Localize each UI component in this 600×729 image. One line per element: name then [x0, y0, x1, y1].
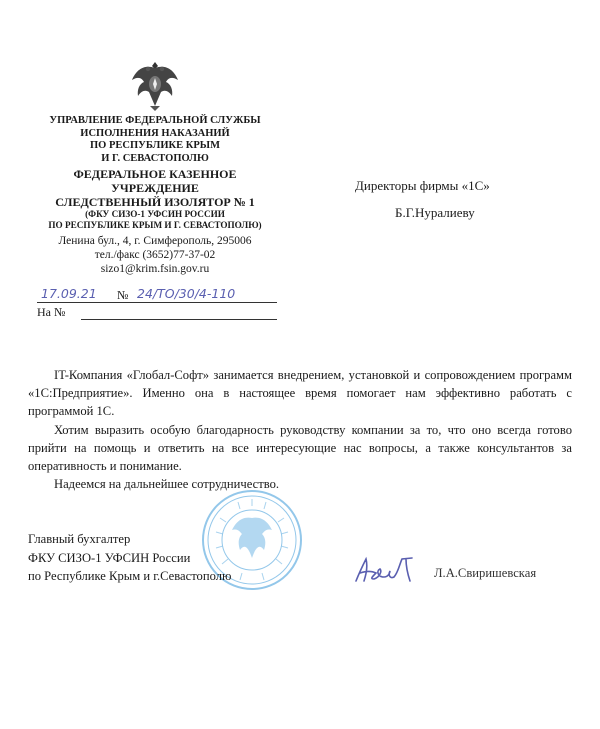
- handwritten-signature-icon: [350, 553, 430, 587]
- number-label: №: [117, 288, 129, 302]
- registration-date: 17.09.21: [41, 286, 97, 301]
- paragraph: Хотим выразить особую благодарность руководству компании за то, что оно всегда готово прийти на помощь и ответить на все интересующие нас вопросы, а также консультантов за оперативность и понимание.: [28, 422, 572, 474]
- institution-abbreviation: (ФКУ СИЗО-1 УФСИН РОССИИ ПО РЕСПУБЛИКЕ КРЫМ И Г. СЕВАСТОПОЛЮ): [48, 209, 262, 230]
- recipient-name: Б.Г.Нуралиеву: [395, 205, 475, 220]
- phone: тел./факс (3652)77-37-02: [94, 249, 216, 261]
- reply-to-line: [37, 305, 277, 321]
- sender-block: [30, 115, 280, 276]
- address: Ленина бул., 4, г. Симферополь, 295006: [58, 235, 252, 247]
- reply-to-underline: [81, 319, 277, 320]
- email: sizo1@krim.fsin.gov.ru: [100, 263, 210, 275]
- registration-number: 24/ТО/30/4-110: [137, 286, 236, 301]
- letter-body: [28, 366, 572, 493]
- eagle-emblem-icon: [130, 56, 180, 112]
- signer-position: Главный бухгалтер: [28, 532, 131, 546]
- department-name: УПРАВЛЕНИЕ ФЕДЕРАЛЬНОЙ СЛУЖБЫ ИСПОЛНЕНИЯ НАКАЗАНИЙ ПО РЕСПУБЛИКЕ КРЫМ И Г. СЕВАСТОПОЛЮ: [49, 115, 261, 164]
- recipient-block: [355, 172, 490, 226]
- reply-to-label: На №: [37, 305, 66, 319]
- signer-name: Л.А.Свиришевская: [434, 566, 537, 580]
- paragraph: Надеемся на дальнейшее сотрудничество.: [54, 477, 280, 492]
- institution-name: ФЕДЕРАЛЬНОЕ КАЗЕННОЕ УЧРЕЖДЕНИЕ СЛЕДСТВЕННЫЙ ИЗОЛЯТОР № 1: [55, 167, 255, 209]
- signer-organization: ФКУ СИЗО-1 УФСИН России: [28, 550, 191, 565]
- registration-underline: [37, 302, 277, 303]
- registration-line: [37, 288, 277, 304]
- contact-info: [30, 234, 280, 276]
- recipient-title: Директоры фирмы «1С»: [355, 178, 490, 193]
- paragraph: IT-Компания «Глобал-Софт» занимается внедрением, установкой и сопровождением программ «1С:Предприятие». Именно она в настоящее время помогает нам эффективно работать с программой 1С.: [28, 368, 572, 419]
- signer-region: по Республике Крым и г.Севастополю: [28, 569, 232, 583]
- signer-block: [28, 530, 231, 586]
